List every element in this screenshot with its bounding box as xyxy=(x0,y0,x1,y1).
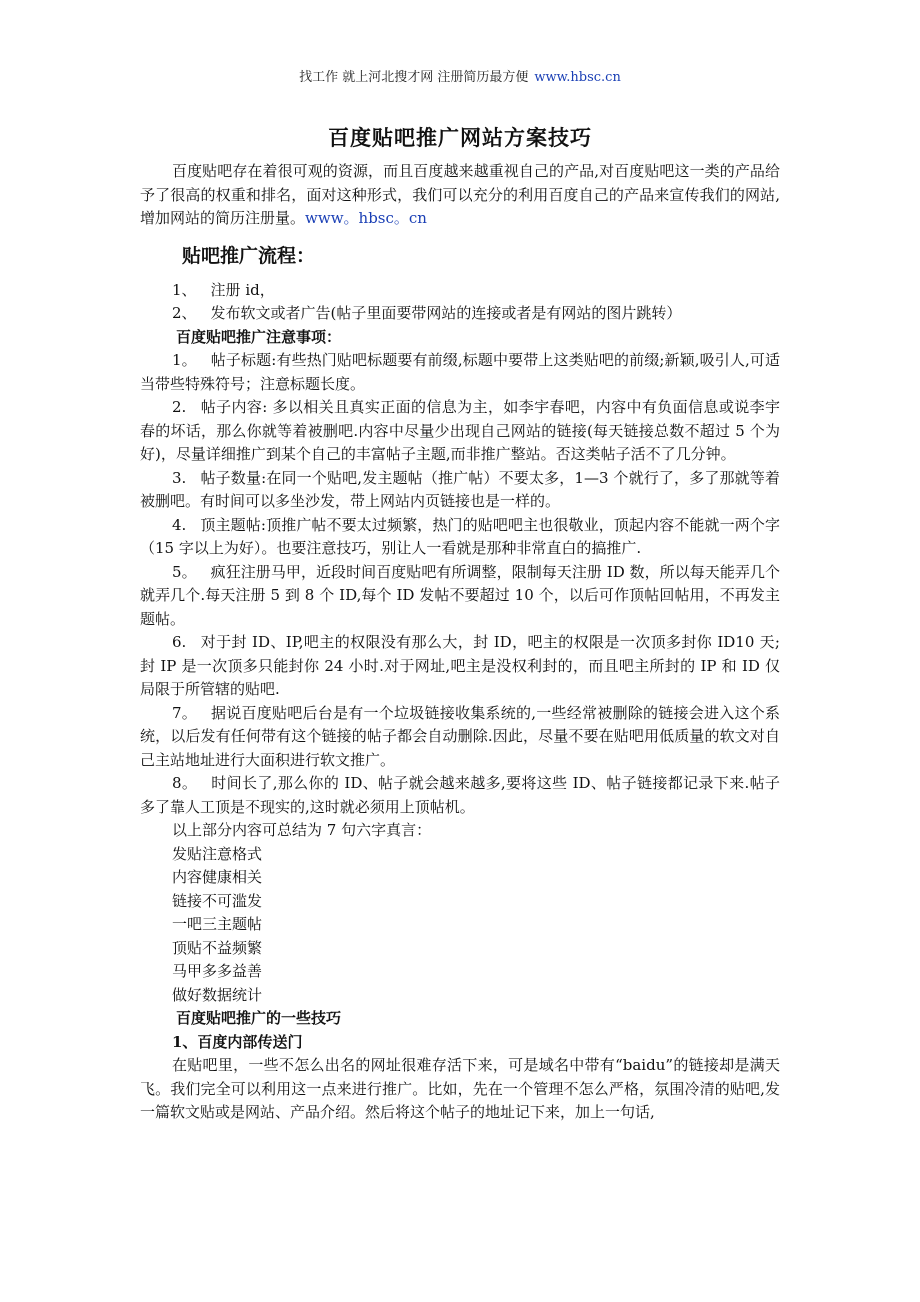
flow-step xyxy=(140,279,780,303)
note-item xyxy=(140,349,780,396)
note-item xyxy=(140,396,780,467)
flow-step-text: 发布软文或者广告(帖子里面要带网站的连接或者是有网站的图片跳转） xyxy=(210,304,682,322)
motto-line: 一吧三主题帖 xyxy=(172,915,263,933)
note-number: 5。 xyxy=(172,562,197,581)
motto-line: 做好数据统计 xyxy=(172,985,263,1004)
note-text: 据说百度贴吧后台是有一个垃圾链接收集系统的,一些经常被删除的链接会进入这个系统，以后发有任何带有这个链接的帖子都会自动删除.因此，尽量不要在贴吧用低质量的软文对自己主站地址进行大面积进行软文推广。 xyxy=(140,703,780,769)
note-item xyxy=(140,514,780,561)
note-text: 时间长了,那么你的 ID、帖子就会越来越多,要将这些 ID、帖子链接都记录下来.帖子多了靠人工顶是不现实的,这时就必须用上顶帖机。 xyxy=(140,774,780,816)
note-number: 2. xyxy=(172,398,187,416)
summary-intro: 以上部分内容可总结为 7 句六字真言： xyxy=(172,821,432,839)
note-text: 顶主题帖:顶推广帖不要太过频繁，热门的贴吧吧主也很敬业，顶起内容不能就一两个字（15 字以上为好）。也要注意技巧，别让人一看就是那种非常直白的搞推广. xyxy=(140,515,780,557)
motto-line: 内容健康相关 xyxy=(172,868,263,886)
note-number: 4. xyxy=(172,515,187,534)
note-number: 7。 xyxy=(172,703,198,722)
intro-link[interactable]: www。hbsc。cn xyxy=(305,209,427,227)
note-text: 对于封 ID、IP,吧主的权限没有那么大，封 ID，吧主的权限是一次顶多封你 ID10 天;封 IP 是一次顶多只能封你 24 小时.对于网址,吧主是没权利封的，而且吧主所封的 IP 和 ID 仅局限于所管辖的贴吧. xyxy=(140,633,780,698)
note-number: 3. xyxy=(172,468,187,487)
document-title: 百度贴吧推广网站方案技巧 xyxy=(328,125,592,150)
header-url[interactable]: www.hbsc.cn xyxy=(534,70,621,85)
note-text: 帖子标题:有些热门贴吧标题要有前缀,标题中要带上这类贴吧的前缀;新颖,吸引人,可适当带些特殊符号；注意标题长度。 xyxy=(140,351,781,393)
note-item xyxy=(140,467,780,514)
note-number: 6. xyxy=(172,633,187,651)
motto-line: 马甲多多益善 xyxy=(172,962,263,980)
note-text: 帖子内容: 多以相关且真实正面的信息为主，如李宇春吧，内容中有负面信息或说李宇春的坏话，那么你就等着被删吧.内容中尽量少出现自己网站的链接(每天链接总数不超过 5 个为好)，尽量详细推广到某个自己的丰富帖子主题,而非推广整站。否这类帖子活不了几分钟。 xyxy=(140,398,780,463)
page-header xyxy=(0,66,920,85)
note-number: 1。 xyxy=(172,351,197,369)
note-item xyxy=(140,561,780,632)
notes-heading: 百度贴吧推广注意事项： xyxy=(176,327,342,346)
tips-heading: 百度贴吧推广的一些技巧 xyxy=(176,1009,342,1027)
header-text: 找工作 就上河北搜才网 注册简历最方便 xyxy=(299,70,529,85)
flow-step-text: 注册 id， xyxy=(210,280,275,299)
note-item xyxy=(140,772,780,819)
document-body xyxy=(140,160,780,1125)
flow-step-number: 1、 xyxy=(172,280,197,299)
note-item xyxy=(140,702,780,773)
flow-step xyxy=(140,302,780,326)
note-text: 疯狂注册马甲，近段时间百度贴吧有所调整，限制每天注册 ID 数，所以每天能弄几个就弄几个.每天注册 5 到 8 个 ID,每个 ID 发帖不要超过 10 个，以后可作顶帖回帖用，不再发主题帖。 xyxy=(140,562,781,628)
motto-line: 顶贴不益频繁 xyxy=(172,938,263,957)
note-text: 帖子数量:在同一个贴吧,发主题帖（推广帖）不要太多，1—3 个就行了，多了那就等着被删吧。有时间可以多坐沙发，带上网站内页链接也是一样的。 xyxy=(140,468,780,510)
tips-paragraph: 在贴吧里，一些不怎么出名的网址很难存活下来，可是域名中带有“baidu”的链接却是满天飞。我们完全可以利用这一点来进行推广。比如，先在一个管理不怎么严格，氛围冷清的贴吧,发一篇软文贴或是网站、产品介绍。然后将这个帖子的地址记下来，加上一句话, xyxy=(140,1056,780,1121)
intro-paragraph xyxy=(140,160,780,231)
motto-line: 发贴注意格式 xyxy=(172,844,263,863)
flow-step-number: 2、 xyxy=(172,304,197,322)
note-number: 8。 xyxy=(172,774,198,792)
motto-line: 链接不可滥发 xyxy=(172,891,263,910)
intro-text: 百度贴吧存在着很可观的资源，而且百度越来越重视自己的产品,对百度贴吧这一类的产品给予了很高的权重和排名，面对这种形式，我们可以充分的利用百度自己的产品来宣传我们的网站,增加网站的简历注册量。 xyxy=(140,162,780,227)
note-item xyxy=(140,631,780,702)
flow-heading: 贴吧推广流程： xyxy=(182,244,316,267)
tips-subheading: 1、百度内部传送门 xyxy=(172,1032,303,1051)
